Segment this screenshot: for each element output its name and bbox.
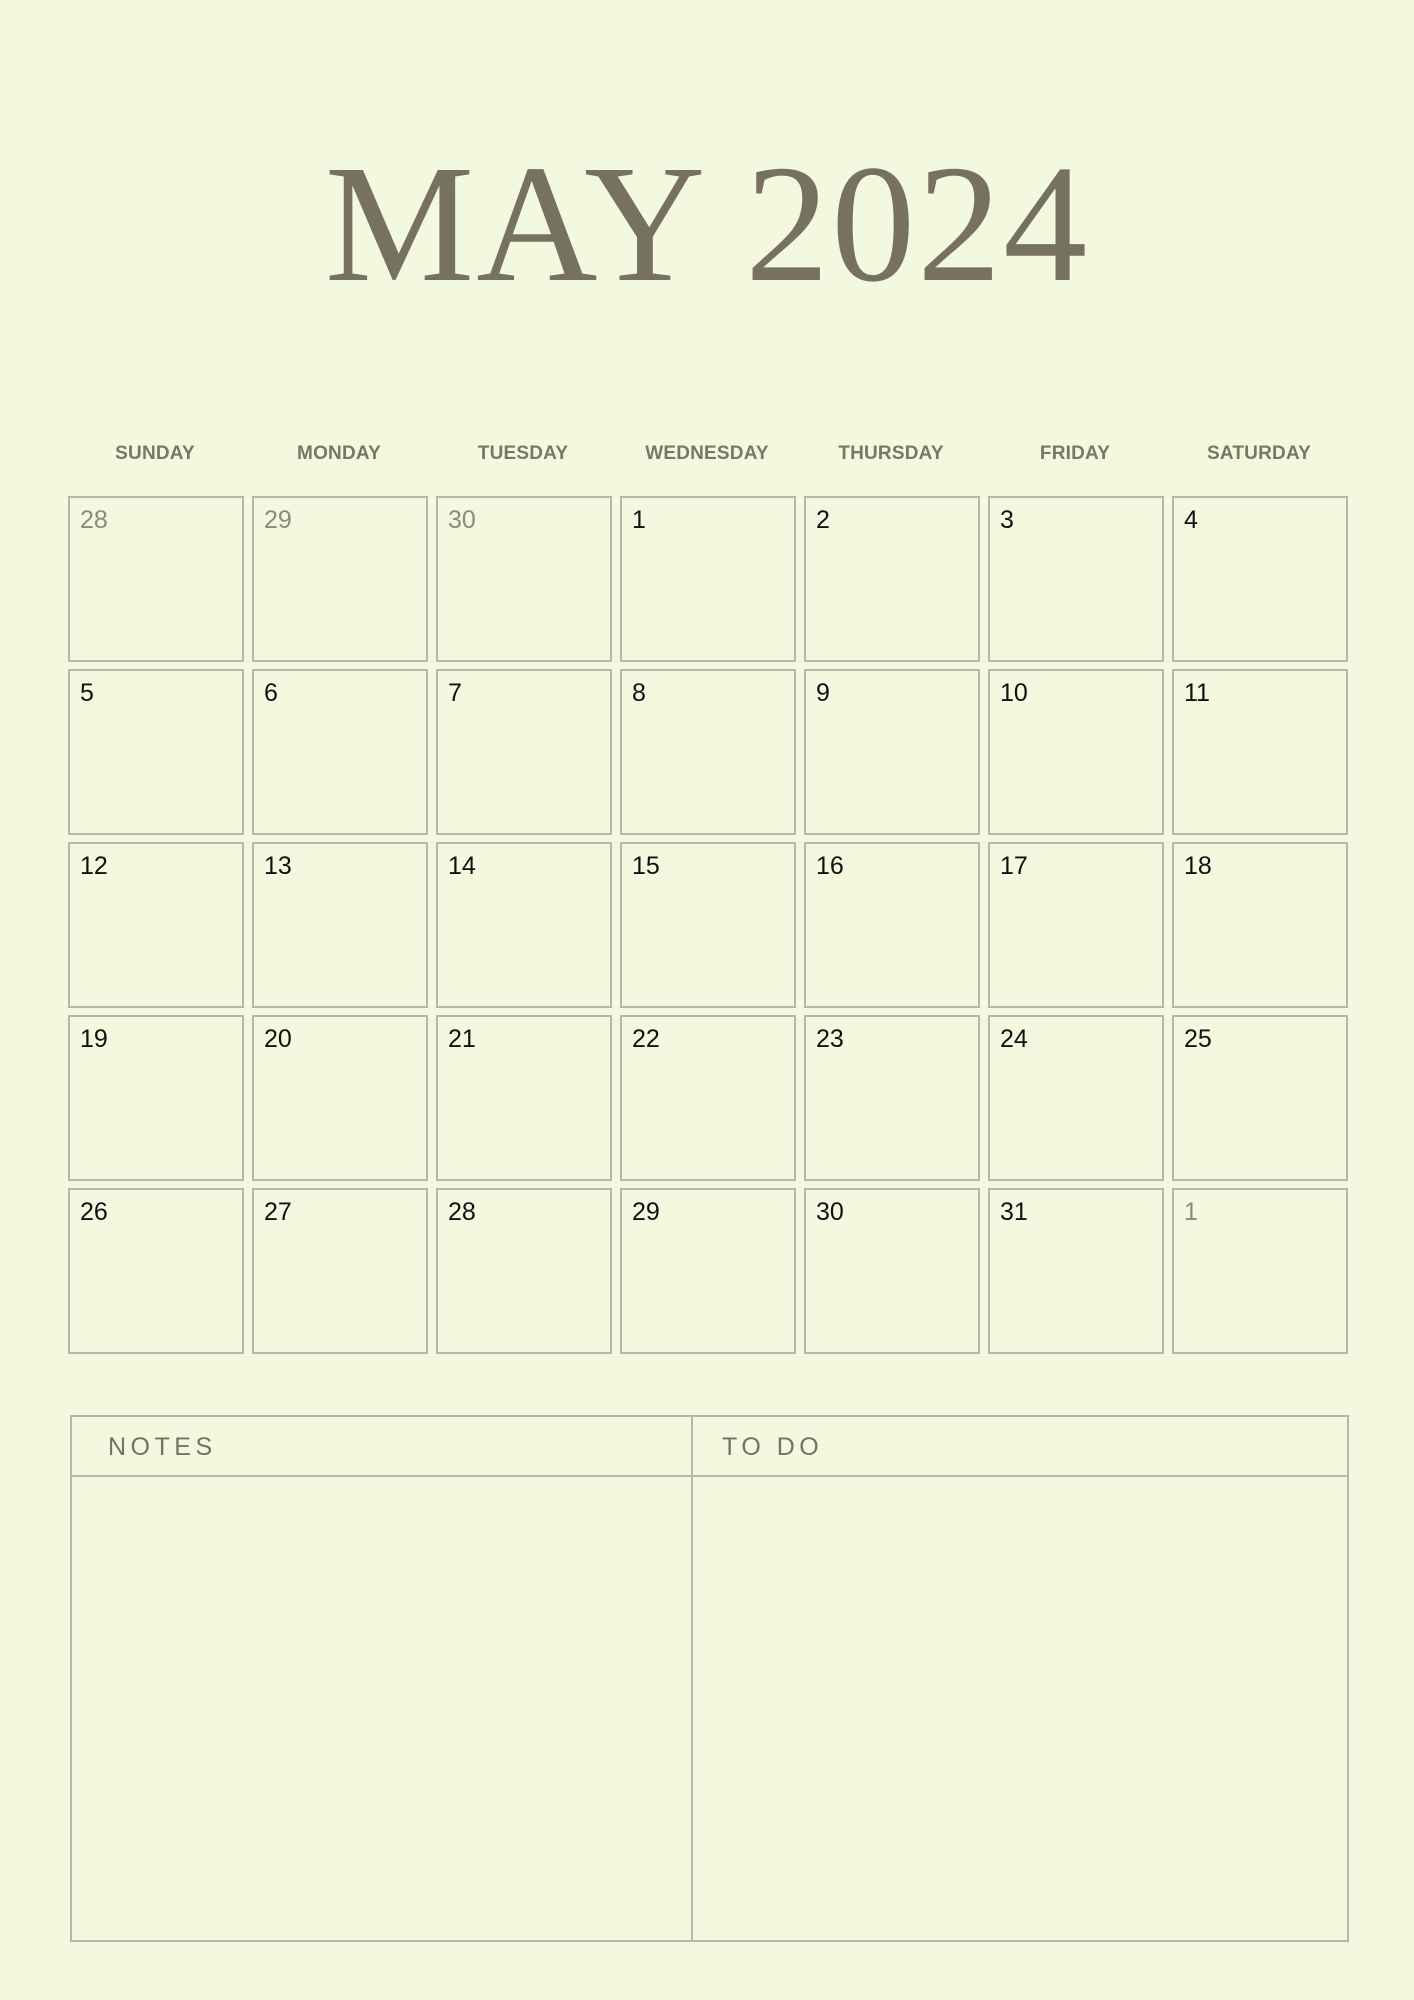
- day-number: 25: [1184, 1025, 1212, 1053]
- weekday-monday: MONDAY: [297, 443, 381, 464]
- day-number: 11: [1184, 679, 1210, 707]
- day-number: 29: [264, 506, 292, 534]
- notes-todo-panel: [70, 1415, 1349, 1942]
- notes-label: NOTES: [108, 1433, 217, 1461]
- day-cell[interactable]: [68, 1188, 244, 1354]
- day-cell[interactable]: [68, 1015, 244, 1181]
- day-cell[interactable]: [804, 1015, 980, 1181]
- day-number: 17: [1000, 852, 1028, 880]
- day-cell[interactable]: [436, 496, 612, 662]
- day-cell[interactable]: [436, 669, 612, 835]
- day-number: 28: [448, 1198, 476, 1226]
- day-number: 22: [632, 1025, 660, 1053]
- day-cell[interactable]: [436, 1188, 612, 1354]
- day-number: 23: [816, 1025, 844, 1053]
- day-number: 14: [448, 852, 476, 880]
- day-number: 3: [1000, 506, 1014, 534]
- day-number: 1: [1184, 1198, 1198, 1226]
- day-cell[interactable]: [1172, 496, 1348, 662]
- day-number: 29: [632, 1198, 660, 1226]
- day-number: 10: [1000, 679, 1028, 707]
- day-cell[interactable]: [988, 842, 1164, 1008]
- day-number: 24: [1000, 1025, 1028, 1053]
- todo-label: TO DO: [722, 1433, 824, 1461]
- day-cell[interactable]: [1172, 1015, 1348, 1181]
- day-cell[interactable]: [988, 1015, 1164, 1181]
- day-number: 31: [1000, 1198, 1028, 1226]
- day-cell[interactable]: [252, 1188, 428, 1354]
- day-number: 13: [264, 852, 292, 880]
- day-cell[interactable]: [804, 1188, 980, 1354]
- day-cell[interactable]: [252, 669, 428, 835]
- day-cell[interactable]: [988, 496, 1164, 662]
- notes-header-divider: [72, 1475, 1347, 1477]
- weekday-tuesday: TUESDAY: [477, 443, 569, 464]
- weekday-sunday: SUNDAY: [115, 443, 195, 464]
- weekday-friday: FRIDAY: [1039, 443, 1111, 464]
- day-number: 19: [80, 1025, 108, 1053]
- day-cell[interactable]: [68, 669, 244, 835]
- day-cell[interactable]: [68, 842, 244, 1008]
- calendar-grid: [68, 496, 1348, 1356]
- day-cell[interactable]: [252, 1015, 428, 1181]
- day-cell[interactable]: [620, 496, 796, 662]
- calendar-title: MAY 2024: [324, 131, 1090, 317]
- day-number: 26: [80, 1198, 108, 1226]
- day-cell[interactable]: [988, 1188, 1164, 1354]
- weekday-thursday: THURSDAY: [838, 443, 944, 464]
- day-number: 27: [264, 1198, 292, 1226]
- day-number: 5: [80, 679, 94, 707]
- day-number: 7: [448, 679, 462, 707]
- day-cell[interactable]: [620, 842, 796, 1008]
- day-cell[interactable]: [804, 669, 980, 835]
- day-number: 1: [632, 506, 646, 534]
- day-number: 9: [816, 679, 830, 707]
- day-cell[interactable]: [988, 669, 1164, 835]
- day-number: 8: [632, 679, 646, 707]
- day-number: 20: [264, 1025, 292, 1053]
- day-number: 15: [632, 852, 660, 880]
- day-number: 16: [816, 852, 844, 880]
- day-number: 2: [816, 506, 830, 534]
- day-cell[interactable]: [1172, 669, 1348, 835]
- day-cell[interactable]: [436, 1015, 612, 1181]
- day-cell[interactable]: [620, 1188, 796, 1354]
- day-number: 21: [448, 1025, 476, 1053]
- day-cell[interactable]: [804, 842, 980, 1008]
- day-number: 4: [1184, 506, 1198, 534]
- day-cell[interactable]: [620, 669, 796, 835]
- day-cell[interactable]: [1172, 842, 1348, 1008]
- day-cell[interactable]: [252, 842, 428, 1008]
- day-cell[interactable]: [804, 496, 980, 662]
- day-cell[interactable]: [1172, 1188, 1348, 1354]
- day-cell[interactable]: [68, 496, 244, 662]
- day-number: 18: [1184, 852, 1212, 880]
- weekday-header-row: [68, 443, 1348, 467]
- day-cell[interactable]: [620, 1015, 796, 1181]
- day-number: 6: [264, 679, 278, 707]
- day-cell[interactable]: [436, 842, 612, 1008]
- day-number: 28: [80, 506, 108, 534]
- day-number: 30: [448, 506, 476, 534]
- day-number: 30: [816, 1198, 844, 1226]
- notes-column-divider: [691, 1417, 693, 1940]
- weekday-saturday: SATURDAY: [1206, 443, 1311, 464]
- day-cell[interactable]: [252, 496, 428, 662]
- day-number: 12: [80, 852, 108, 880]
- weekday-wednesday: WEDNESDAY: [645, 443, 769, 464]
